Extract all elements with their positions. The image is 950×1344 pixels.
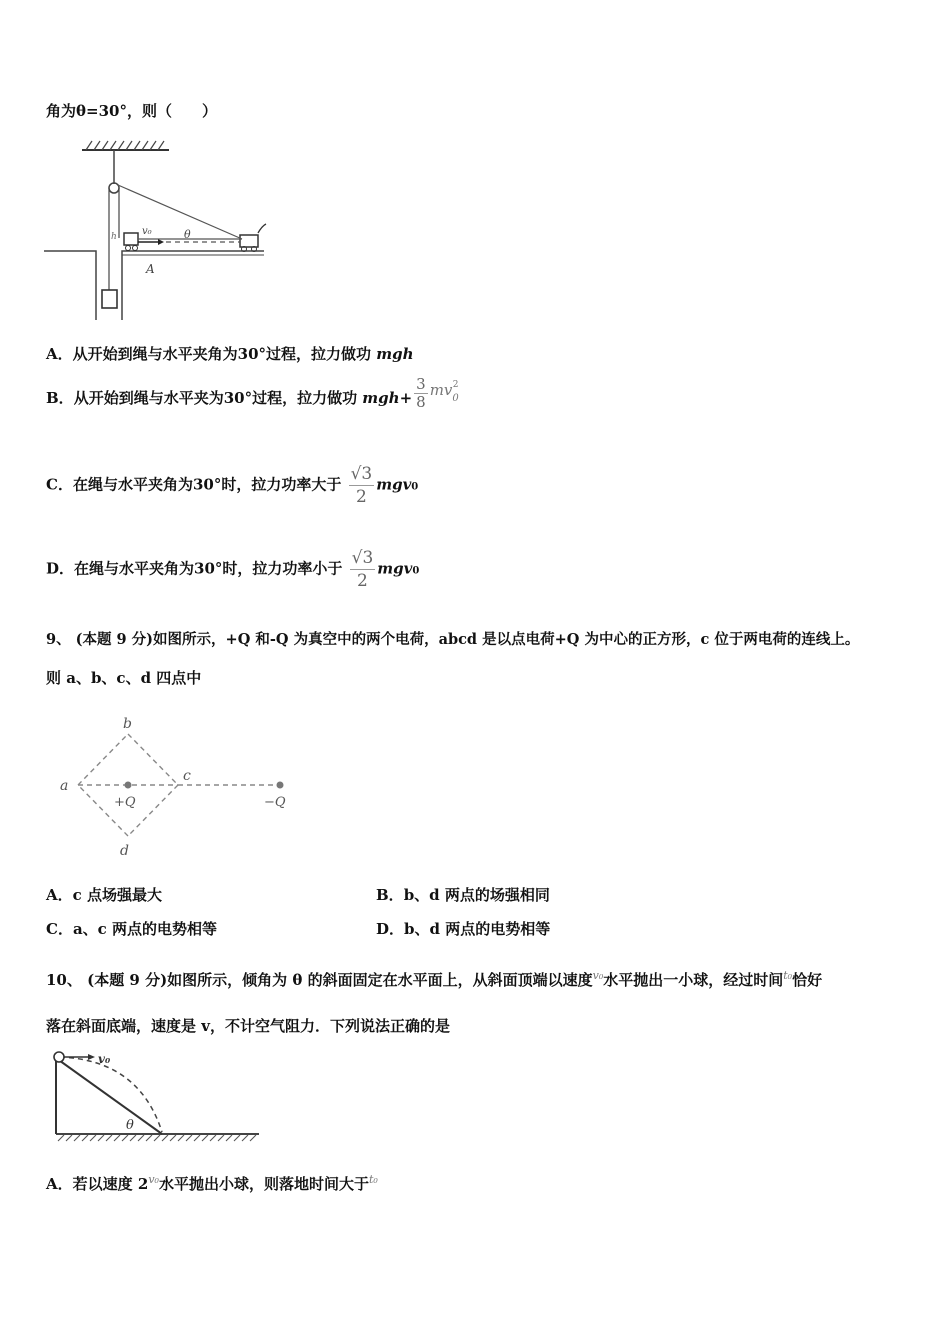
option-math: mgh xyxy=(376,345,414,363)
q10-fig-v0: v₀ xyxy=(98,1052,111,1066)
option-math: mgv xyxy=(377,559,413,578)
fraction: $\frac{√3}{2}$ xyxy=(350,464,373,507)
q9-fig-b: b xyxy=(123,716,132,732)
option-letter: D． xyxy=(46,559,75,578)
option-letter: B． xyxy=(46,389,74,407)
q9-fig-c: c xyxy=(183,768,191,784)
q9-option-a[interactable]: A．c 点场强最大 xyxy=(46,886,162,904)
q9-stem-line1: 9、 (本题 9 分)如图所示，+Q 和-Q 为真空中的两个电荷，abcd 是以点电荷+Q 为中心的正方形，c 位于两电荷的连线上。 xyxy=(46,631,860,648)
q9-option-c[interactable]: C．a、c 两点的电势相等 xyxy=(46,920,218,938)
q9-fig-minusQ: −Q xyxy=(264,795,286,810)
q10-fig-theta: θ xyxy=(126,1118,134,1133)
q10-figure xyxy=(44,1048,264,1144)
q9-option-b[interactable]: B．b、d 两点的场强相同 xyxy=(376,886,550,904)
fraction: $\frac{√3}{2}$ xyxy=(351,548,374,591)
v0-symbol: v₀ xyxy=(148,1173,159,1186)
option-tail: mv xyxy=(429,381,453,399)
option-letter: A． xyxy=(46,345,73,363)
fraction: $\frac{3}{8}$ xyxy=(416,374,426,411)
t0-symbol: t₀ xyxy=(783,969,793,982)
option-letter: C． xyxy=(46,475,73,494)
q8-fig-h: h xyxy=(111,232,117,242)
q9-fig-a: a xyxy=(60,778,69,794)
option-math: mgh+ xyxy=(362,389,413,407)
q8-fig-A: A xyxy=(146,262,155,276)
q8-option-a[interactable] xyxy=(46,344,414,364)
q10-stem-line1: 10、 (本题 9 分)如图所示，倾角为 θ 的斜面固定在水平面上，从斜面顶端以速度$^{v_0}$水平抛出一小球，经过时间$^{t_0}$恰好 xyxy=(46,969,823,989)
q10-stem-line2: 落在斜面底端，速度是 v，不计空气阻力．下列说法正确的是 xyxy=(46,1017,450,1035)
q8-fig-v0: v₀ xyxy=(142,226,152,237)
q10-option-a[interactable]: A．若以速度 $2^{v_0}$水平抛出小球，则落地时间大于$^{t_0}$ xyxy=(46,1173,378,1193)
q9-fig-d: d xyxy=(120,843,129,859)
option-math: mgv xyxy=(376,475,412,494)
q8-option-b[interactable]: B．从开始到绳与水平夹为30°过程，拉力做功 mgh+ $\frac{3}{8}$ $mv0^2$ xyxy=(46,374,459,411)
q8-option-c[interactable]: C．在绳与水平夹角为30°时，拉力功率大于 $\frac{√3}{2}$ mgv0 xyxy=(46,464,419,507)
q8-figure xyxy=(44,138,270,320)
q9-stem-line2: 则 a、b、c、d 四点中 xyxy=(46,669,202,687)
q8-stem-tail: 角为θ=30°，则（ ） xyxy=(46,102,217,120)
t0-symbol: t₀ xyxy=(368,1173,378,1186)
q8-option-d[interactable]: D．在绳与水平夹角为30°时，拉力功率小于 $\frac{√3}{2}$ mgv0 xyxy=(46,548,420,591)
option-text: 从开始到绳与水平夹角为30°过程，拉力做功 xyxy=(72,345,377,363)
q9-figure xyxy=(50,712,300,862)
option-text: 从开始到绳与水平夹为30°过程，拉力做功 xyxy=(73,389,363,407)
option-text: 在绳与水平夹角为30°时，拉力功率小于 xyxy=(74,559,348,578)
option-text: 在绳与水平夹角为30°时，拉力功率大于 xyxy=(72,475,347,494)
q9-option-d[interactable]: D．b、d 两点的电势相等 xyxy=(376,920,551,938)
v0-symbol: v₀ xyxy=(592,969,604,982)
q8-fig-theta: θ xyxy=(184,228,191,241)
q9-fig-plusQ: +Q xyxy=(114,795,136,810)
